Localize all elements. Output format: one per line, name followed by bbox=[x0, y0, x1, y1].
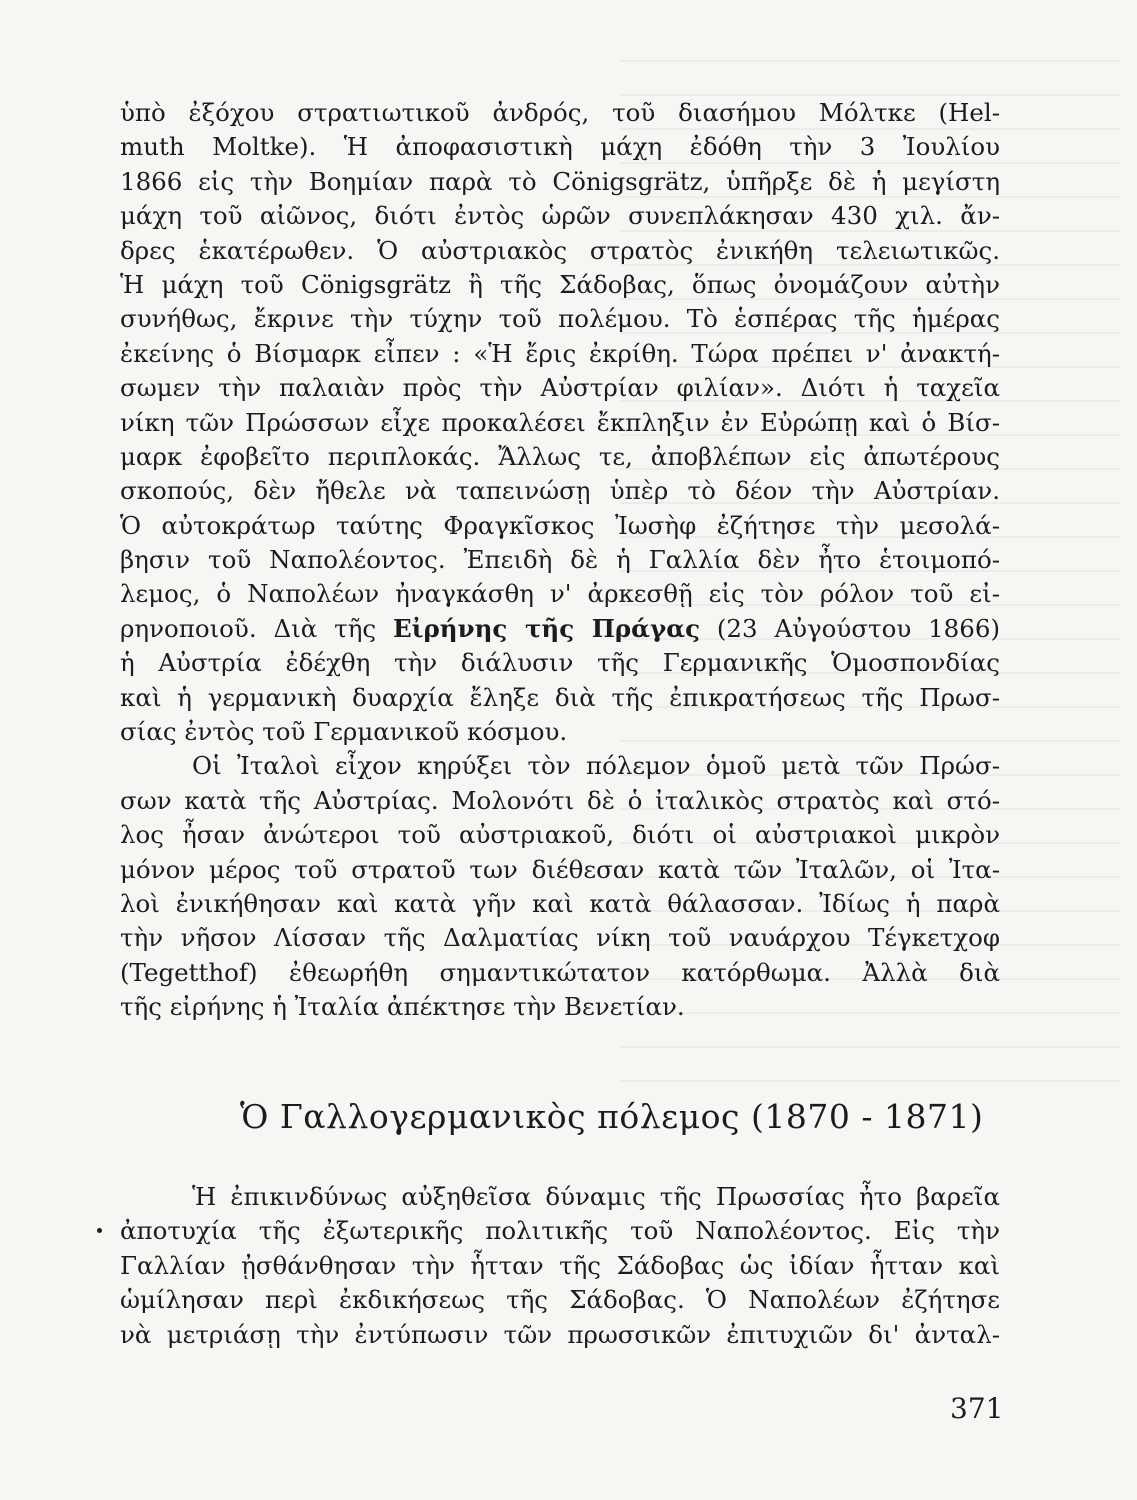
text-line: σίας ἐντὸς τοῦ Γερμανικοῦ κόσμου. bbox=[120, 717, 568, 747]
text-line: Ἡ ἐπικινδύνως αὐξηθεῖσα δύναμις τῆς Πρωσσίας ἦτο βαρεῖα bbox=[192, 1182, 1000, 1211]
text-line: Ὁ αὐτοκράτωρ ταύτης Φραγκῖσκος Ἰωσὴφ ἐζήτησε τὴν μεσολά- bbox=[120, 510, 1000, 540]
text-line: Οἱ Ἰταλοὶ εἶχον κηρύξει τὸν πόλεμον ὁμοῦ μετὰ τῶν Πρώσ- bbox=[192, 751, 1000, 781]
text-line: λεμος, ὁ Ναπολέων ἠναγκάσθη ν' ἀρκεσθῇ εἰς τὸν ρόλον τοῦ εἰ- bbox=[120, 579, 1000, 609]
text-line: muth Moltke). Ἡ ἀποφασιστικὴ μάχη ἐδόθη τὴν 3 Ἰουλίου bbox=[120, 132, 1000, 162]
page-number: 371 bbox=[950, 1392, 1004, 1425]
treaty-name-bold: Εἰρήνης τῆς Πράγας bbox=[392, 613, 700, 643]
text-line: ἡ Αὐστρία ἐδέχθη τὴν διάλυσιν τῆς Γερμανικῆς Ὁμοσπονδίας bbox=[120, 648, 1000, 678]
text-line: ὑπὸ ἐξόχου στρατιωτικοῦ ἀνδρός, τοῦ διασήμου Μόλτκε (Hel- bbox=[120, 98, 1000, 127]
text-line: ἐκείνης ὁ Βίσμαρκ εἶπεν : «Ἡ ἔρις ἐκρίθη. Τώρα πρέπει ν' ἀνακτή- bbox=[120, 338, 1000, 368]
text-line: σκοπούς, δὲν ἤθελε νὰ ταπεινώσῃ ὑπὲρ τὸ δέον τὴν Αὐστρίαν. bbox=[120, 476, 1000, 506]
body-text-upper bbox=[120, 96, 1000, 1025]
margin-dot-mark bbox=[97, 1228, 102, 1233]
text-line: τῆς εἰρήνης ἡ Ἰταλία ἀπέκτησε τὴν Βενετίαν. bbox=[120, 992, 685, 1022]
text-line: Ἡ μάχη τοῦ Cönigsgrätz ἢ τῆς Σάδοβας, ὅπως ὀνομάζουν αὐτὴν bbox=[120, 269, 1000, 299]
text-line: σωμεν τὴν παλαιὰν πρὸς τὴν Αὐστρίαν φιλίαν». Διότι ἡ ταχεῖα bbox=[120, 373, 1000, 403]
text-line: ὡμίλησαν περὶ ἐκδικήσεως τῆς Σάδοβας. Ὁ Ναπολέων ἐζήτησε bbox=[120, 1285, 1000, 1315]
text-line: μαρκ ἐφοβεῖτο περιπλοκάς. Ἄλλως τε, ἀποβλέπων εἰς ἀπωτέρους bbox=[120, 441, 1000, 471]
text-line: νίκη τῶν Πρώσσων εἶχε προκαλέσει ἔκπληξιν ἐν Εὐρώπῃ καὶ ὁ Βίσ- bbox=[120, 407, 1000, 437]
text-run: ρηνοποιοῦ. Διὰ τῆς bbox=[120, 613, 393, 643]
body-text-lower bbox=[120, 1180, 1000, 1352]
text-line: νὰ μετριάσῃ τὴν ἐντύπωσιν τῶν πρωσσικῶν ἐπιτυχιῶν δι' ἀνταλ- bbox=[120, 1319, 1000, 1349]
text-line: λοὶ ἐνικήθησαν καὶ κατὰ γῆν καὶ κατὰ θάλασσαν. Ἰδίως ἡ παρὰ bbox=[120, 888, 1000, 918]
text-line: δρες ἑκατέρωθεν. Ὁ αὐστριακὸς στρατὸς ἐνικήθη τελειωτικῶς. bbox=[120, 235, 1000, 265]
text-line: ἀποτυχία τῆς ἐξωτερικῆς πολιτικῆς τοῦ Ναπολέοντος. Εἰς τὴν bbox=[120, 1216, 1000, 1246]
text-line-with-bold bbox=[120, 612, 1000, 646]
text-line: καὶ ἡ γερμανικὴ δυαρχία ἔληξε διὰ τῆς ἐπικρατήσεως τῆς Πρωσ- bbox=[120, 682, 1000, 712]
text-line: Γαλλίαν ᾐσθάνθησαν τὴν ἧτταν τῆς Σάδοβας ὡς ἰδίαν ἧτταν καὶ bbox=[120, 1250, 1000, 1280]
text-line: τὴν νῆσον Λίσσαν τῆς Δαλματίας νίκη τοῦ ναυάρχου Τέγκετχοφ bbox=[120, 923, 1000, 953]
text-line: μόνον μέρος τοῦ στρατοῦ των διέθεσαν κατὰ τῶν Ἰταλῶν, οἱ Ἰτα- bbox=[120, 854, 1000, 884]
text-line: σων κατὰ τῆς Αὐστρίας. Μολονότι δὲ ὁ ἰταλικὸς στρατὸς καὶ στό- bbox=[120, 785, 1000, 815]
text-line: (Tegetthof) ἐθεωρήθη σημαντικώτατον κατόρθωμα. Ἀλλὰ διὰ bbox=[120, 957, 1000, 987]
text-line: μάχη τοῦ αἰῶνος, διότι ἐντὸς ὡρῶν συνεπλάκησαν 430 χιλ. ἄν- bbox=[120, 201, 1000, 231]
text-run: (23 Αὐγούστου 1866) bbox=[700, 613, 1001, 643]
text-line: 1866 εἰς τὴν Βοημίαν παρὰ τὸ Cönigsgrätz, ὑπῆρξε δὲ ἡ μεγίστη bbox=[120, 166, 1000, 196]
text-line: βησιν τοῦ Ναπολέοντος. Ἐπειδὴ δὲ ἡ Γαλλία δὲν ἦτο ἑτοιμοπό- bbox=[120, 545, 1000, 575]
section-heading: Ὁ Γαλλογερμανικὸς πόλεμος (1870 - 1871) bbox=[240, 1097, 984, 1136]
text-line: λος ἦσαν ἀνώτεροι τοῦ αὐστριακοῦ, διότι οἱ αὐστριακοὶ μικρὸν bbox=[120, 820, 1000, 850]
text-line: συνήθως, ἔκρινε τὴν τύχην τοῦ πολέμου. Τὸ ἑσπέρας τῆς ἡμέρας bbox=[120, 304, 1000, 334]
